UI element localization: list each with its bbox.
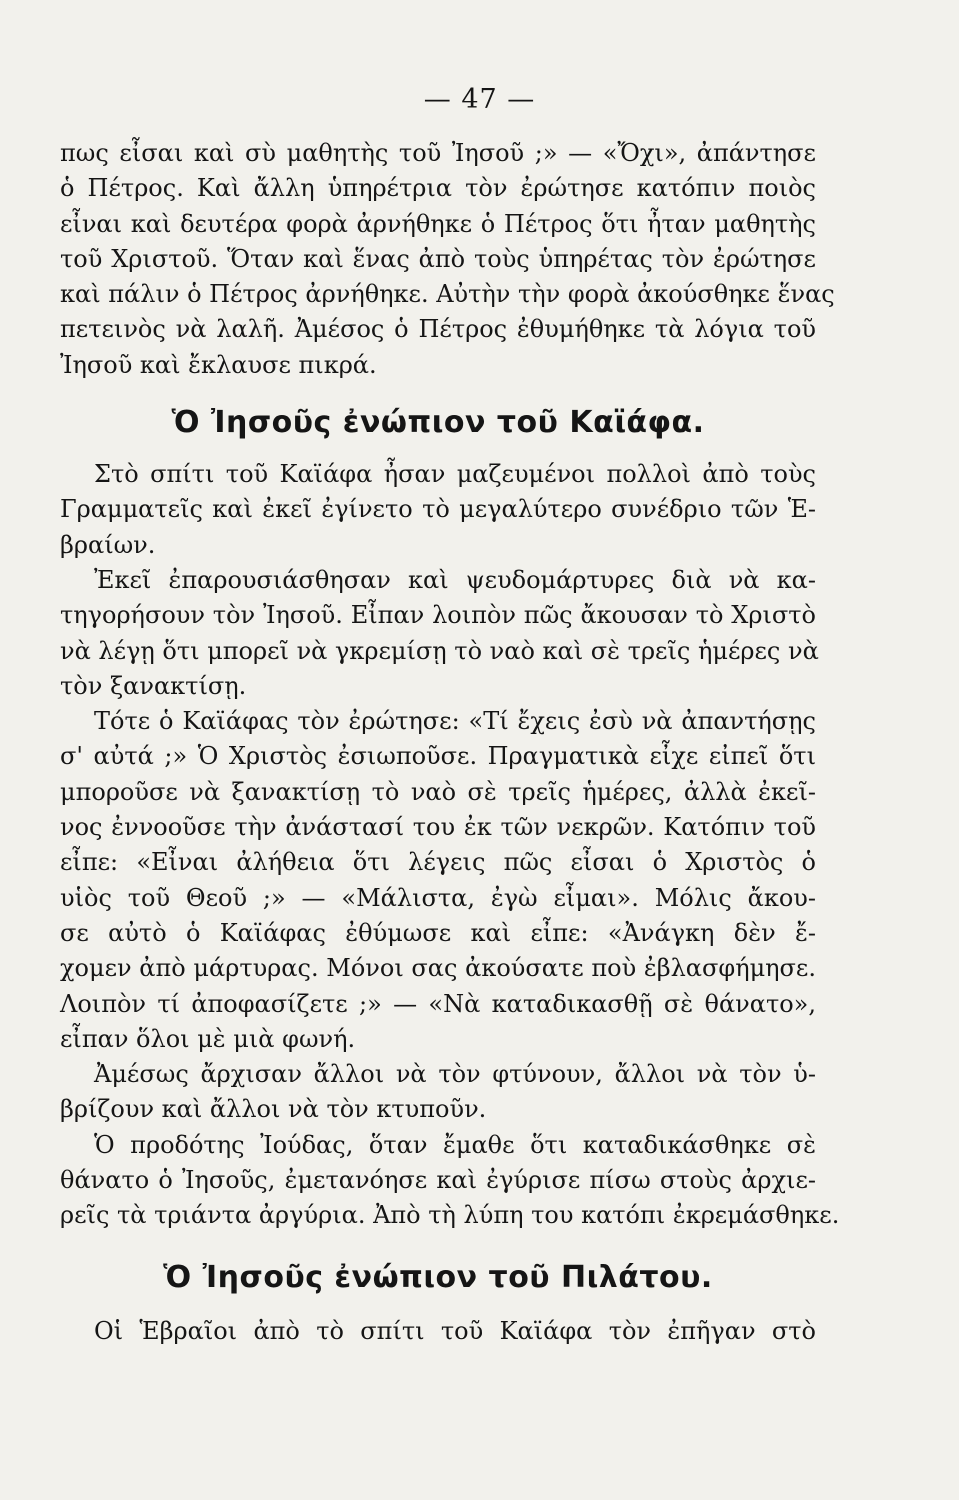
text-line: καὶ πάλιν ὁ Πέτρος ἀρνήθηκε. Αὐτὴν τὴν φορὰ ἀκούσθηκε ἕνας: [60, 280, 835, 309]
text-line: μποροῦσε νὰ ξανακτίσῃ τὸ ναὸ σὲ τρεῖς ἡμέρες, ἀλλὰ ἐκεῖ-: [60, 777, 816, 806]
text-line: θάνατο ὁ Ἰησοῦς, ἐμετανόησε καὶ ἐγύρισε πίσω στοὺς ἀρχιε-: [60, 1166, 816, 1195]
text-line: εἶπαν ὅλοι μὲ μιὰ φωνή.: [60, 1024, 356, 1053]
text-line: πως εἶσαι καὶ σὺ μαθητὴς τοῦ Ἰησοῦ ;» — «Ὄχι», ἀπάντησε: [60, 139, 816, 167]
text-line: εἶπε: «Εἶναι ἀλήθεια ὅτι λέγεις πῶς εἶσαι ὁ Χριστὸς ὁ: [60, 848, 816, 877]
section-heading-pilate: Ὁ Ἰησοῦς ἐνώπιον τοῦ Πιλάτου.: [163, 1259, 713, 1295]
text-line: τὸν ξανακτίσῃ.: [60, 671, 247, 700]
text-line: Ἰησοῦ καὶ ἔκλαυσε πικρά.: [60, 350, 377, 379]
text-line: Ἐκεῖ ἐπαρουσιάσθησαν καὶ ψευδομάρτυρες διὰ νὰ κα-: [94, 565, 816, 594]
page-number: — 47 —: [423, 84, 536, 115]
text-line: βραίων.: [60, 530, 156, 559]
text-line: Γραμματεῖς καὶ ἐκεῖ ἐγίνετο τὸ μεγαλύτερο συνέδριο τῶν Ἑ-: [60, 495, 816, 524]
text-line: ὁ Πέτρος. Καὶ ἄλλη ὑπηρέτρια τὸν ἐρώτησε κατόπιν ποιὸς: [60, 174, 816, 203]
text-line: Οἱ Ἑβραῖοι ἀπὸ τὸ σπίτι τοῦ Καϊάφα τὸν ἐπῆγαν στὸ: [94, 1316, 816, 1345]
text-line: ρεῖς τὰ τριάντα ἀργύρια. Ἀπὸ τὴ λύπη του κατόπι ἐκρεμάσθηκε.: [60, 1201, 840, 1230]
text-line: Τότε ὁ Καϊάφας τὸν ἐρώτησε: «Τί ἔχεις ἐσὺ νὰ ἀπαντήσῃς: [94, 707, 816, 736]
text-line: εἶναι καὶ δευτέρα φορὰ ἀρνήθηκε ὁ Πέτρος ὅτι ἦταν μαθητὴς: [60, 209, 816, 238]
page-body: [60, 136, 840, 1349]
text-line: τηγορήσουν τὸν Ἰησοῦ. Εἶπαν λοιπὸν πῶς ἄκουσαν τὸ Χριστὸ: [60, 601, 816, 630]
text-line: Λοιπὸν τί ἀποφασίζετε ;» — «Νὰ καταδικασθῇ σὲ θάνατο»,: [60, 989, 816, 1018]
text-line: βρίζουν καὶ ἄλλοι νὰ τὸν κτυποῦν.: [60, 1095, 487, 1124]
section-heading-caiaphas: Ὁ Ἰησοῦς ἐνώπιον τοῦ Καϊάφα.: [171, 405, 705, 441]
text-line: Ὁ προδότης Ἰούδας, ὅταν ἔμαθε ὅτι καταδικάσθηκε σὲ: [94, 1130, 816, 1159]
text-line: τοῦ Χριστοῦ. Ὅταν καὶ ἕνας ἀπὸ τοὺς ὑπηρέτας τὸν ἐρώτησε: [60, 244, 816, 273]
text-line: νὰ λέγῃ ὅτι μπορεῖ νὰ γκρεμίσῃ τὸ ναὸ καὶ σὲ τρεῖς ἡμέρες νὰ: [60, 636, 819, 665]
text-line: νος ἐννοοῦσε τὴν ἀνάστασί του ἐκ τῶν νεκρῶν. Κατόπιν τοῦ: [60, 813, 816, 842]
text-line: υἱὸς τοῦ Θεοῦ ;» — «Μάλιστα, ἐγὼ εἶμαι». Μόλις ἄκου-: [60, 883, 816, 912]
text-line: χομεν ἀπὸ μάρτυρας. Μόνοι σας ἀκούσατε ποὺ ἐβλασφήμησε.: [60, 954, 816, 983]
text-line: σε αὐτὸ ὁ Καϊάφας ἐθύμωσε καὶ εἶπε: «Ἀνάγκη δὲν ἔ-: [60, 918, 816, 947]
text-line: σ' αὐτά ;» Ὁ Χριστὸς ἐσιωποῦσε. Πραγματικὰ εἶχε εἰπεῖ ὅτι: [60, 742, 816, 771]
text-line: πετεινὸς νὰ λαλῆ. Ἀμέσος ὁ Πέτρος ἐθυμήθηκε τὰ λόγια τοῦ: [60, 315, 816, 344]
text-line: Ἀμέσως ἄρχισαν ἄλλοι νὰ τὸν φτύνουν, ἄλλοι νὰ τὸν ὑ-: [94, 1060, 816, 1089]
text-line: Στὸ σπίτι τοῦ Καϊάφα ἦσαν μαζευμένοι πολλοὶ ἀπὸ τοὺς: [94, 460, 816, 489]
